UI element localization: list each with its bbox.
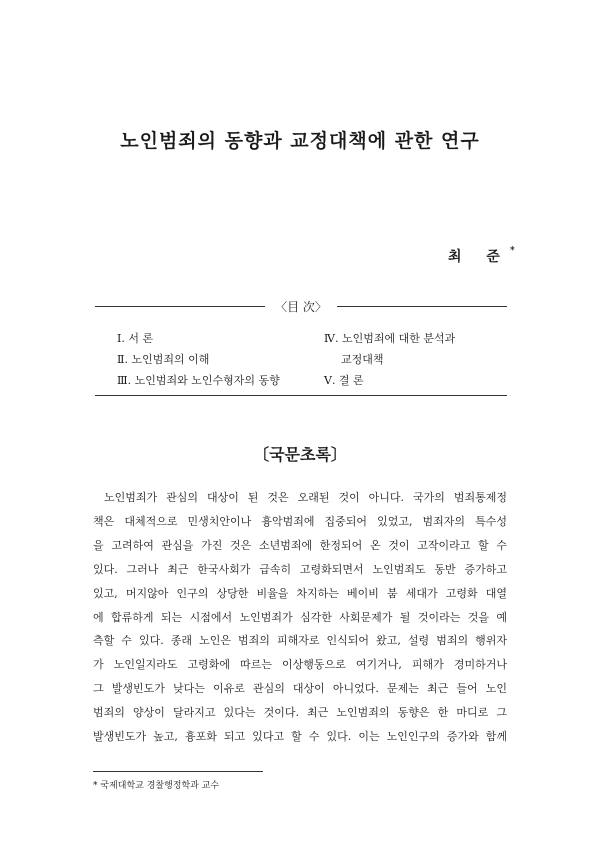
toc-item: Ⅱ. 노인범죄의 이해: [117, 353, 210, 366]
footnote-divider: [93, 771, 263, 772]
abstract-line: 노인범죄가 관심의 대상이 된 것은 오래된 것이 아니다. 국가의 범죄통제정: [104, 491, 507, 504]
toc-item: Ⅴ. 결 론: [324, 374, 364, 387]
abstract-line: 에 합류하게 되는 시점에서 노인범죄가 심각한 사회문제가 될 것이라는 것을 예: [93, 610, 507, 624]
toc-heading: [95, 298, 507, 315]
table-of-contents: [95, 300, 507, 396]
abstract-body: [93, 486, 507, 749]
toc-left-column: [117, 328, 280, 391]
abstract-line: 발생빈도가 높고, 흉포화 되고 있다고 할 수 있다. 이는 노인인구의 증가와 함께: [93, 730, 507, 744]
toc-item-continuation: 교정대책: [341, 353, 384, 366]
author-name: 최 준: [448, 249, 510, 265]
author-footnote-mark: *: [509, 246, 515, 257]
toc-item: Ⅰ. 서 론: [117, 332, 154, 345]
author: [448, 246, 515, 266]
abstract-line: 있다. 그러나 최근 한국사회가 급속히 고령화되면서 노인범죄도 동반 증가하고: [93, 562, 507, 576]
toc-right-column: [324, 328, 455, 391]
abstract-line: 을 고려하여 관심을 가진 것은 소년범죄에 한정되어 온 것이 고작이라고 할 수: [93, 538, 507, 552]
toc-item: Ⅳ. 노인범죄에 대한 분석과: [324, 332, 456, 345]
toc-item: Ⅲ. 노인범죄와 노인수형자의 동향: [117, 374, 280, 387]
footnote: * 국제대학교 경찰행정학과 교수: [93, 781, 220, 791]
abstract-line: 범죄의 양상이 달라지고 있다는 것이다. 최근 노인범죄의 동향은 한 마디로 그: [93, 706, 507, 720]
toc-heading-text: 〈目 次〉: [265, 300, 337, 314]
abstract-line: 책은 대체적으로 민생치안이나 흉악범죄에 집중되어 있었고, 범죄자의 특수성: [93, 514, 507, 528]
abstract-heading: 〔국문초록〕: [253, 445, 347, 464]
abstract-line: 측할 수 있다. 종래 노인은 범죄의 피해자로 인식되어 왔고, 설령 범죄의 행위자: [93, 634, 507, 648]
abstract-line: 있고, 머지않아 인구의 상당한 비율을 차지하는 베이비 붐 세대가 고령화 대열: [93, 586, 507, 600]
paper-title: 노인범죄의 동향과 교정대책에 관한 연구: [120, 130, 480, 152]
abstract-line: 가 노인일지라도 고령화에 따르는 이상행동으로 여기거나, 피해가 경미하거나: [93, 658, 507, 672]
abstract-line: 그 발생빈도가 낮다는 이유로 관심의 대상이 아니었다. 문제는 최근 들어 노인: [93, 682, 507, 696]
